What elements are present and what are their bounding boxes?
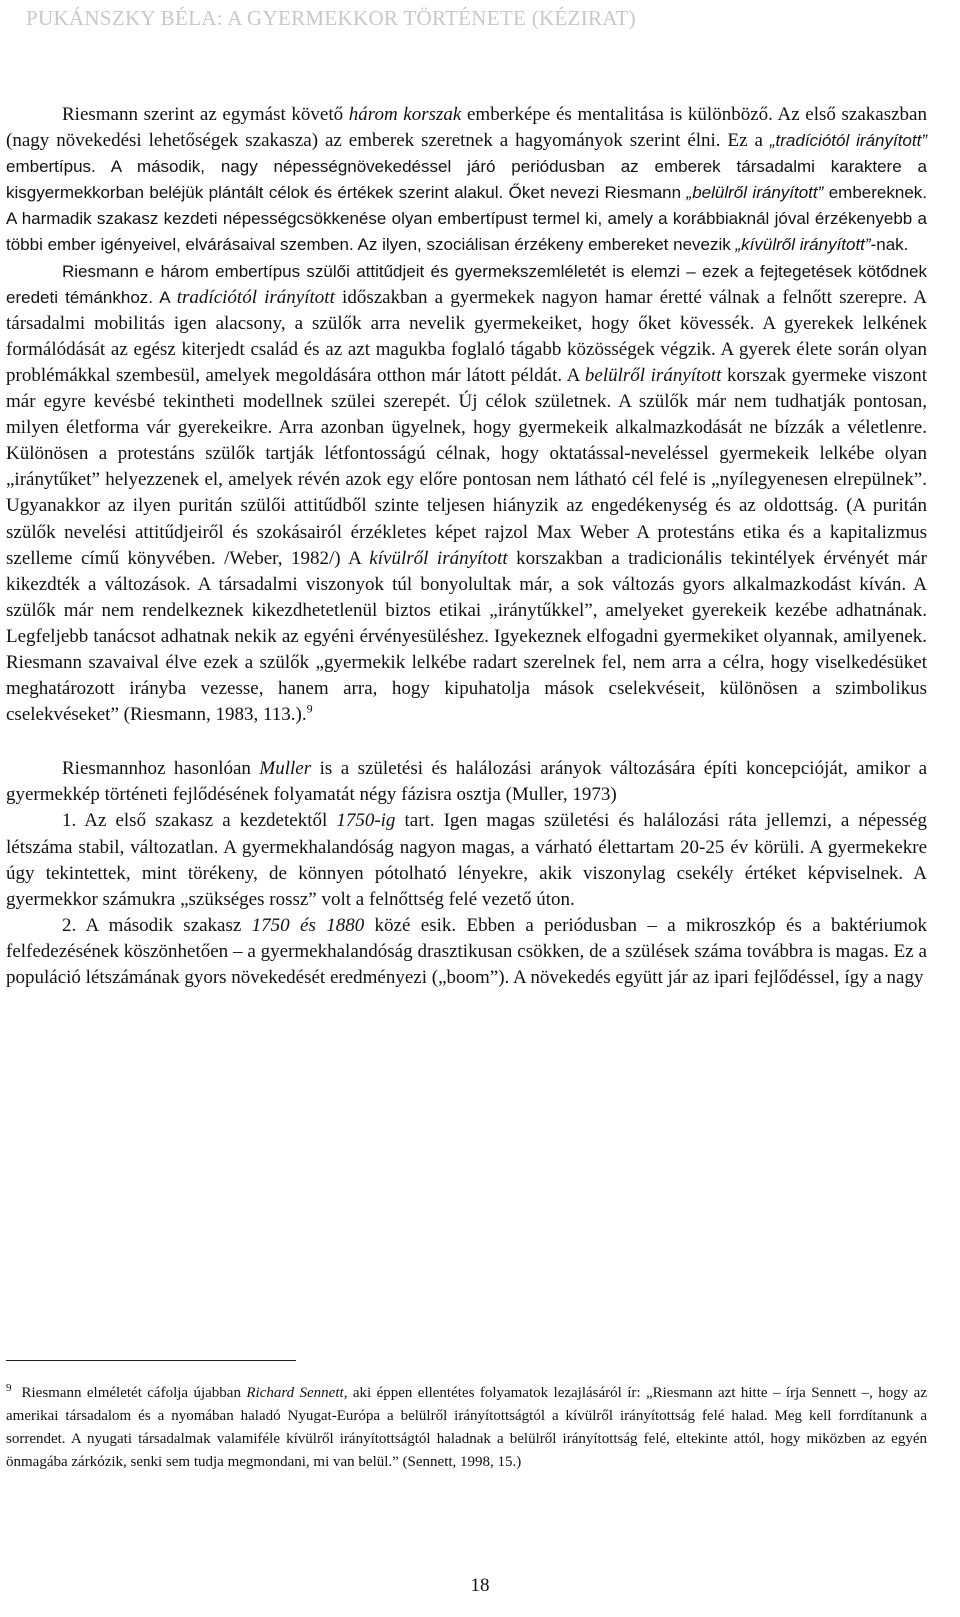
footnote-number: 9 [6,1382,12,1394]
emphasis-text: három korszak [348,104,462,125]
footnote [6,1382,927,1474]
text-run: közé esik. Ebben a periódusban – a mikroszkóp és a baktériumok felfedezésének köszönhetően – a gyermekhalandóság drasztikusan csökken, de a szülések száma továbbra is magas. Ez a populáció létszámának gyors növekedését eredményezi („boom”). A növekedés együtt jár az ipari fejlődéssel, így a nagy [6,914,928,988]
paragraph [6,808,927,912]
text-run: Riesmann e három embertípus szülői attitűdjeit és gyermekszemléletét is elemzi – ezek a fejtegetések kötődnek eredeti témánkhoz. A [6,261,927,307]
paragraph [6,102,927,259]
text-run: korszak gyermeke viszont már egyre kevésbé tekintheti modellnek szülei szerepét. Új célok születnek. A szülők már nem tudhatják pontosan, milyen életforma vár gyerekeikre. Arra azonban ügyelnek, hogy gyermekeik alkalmazkodását ne bízzák a véletlenre. Különösen a protestáns szülők tartják létfontosságú célnak, hogy oktatással-neveléssel gyermekeik lelkébe olyan „iránytűket” helyezzenek el, amelyek révén azok egy előre pontosan nem látható cél felé is „nyílegyenesen elrepülnek”. Ugyanakkor az ilyen puritán szülői attitűdből szinte teljesen hiányzik az engedékenység és az oldottság. (A puritán szülők nevelési attitűdjeiről és szokásairól érzékletes képet rajzol Max Weber A protestáns etika és a kapitalizmus szelleme című könyvében. /Weber, 1982/) A [6,364,927,569]
text-run: tart. Igen magas születési és halálozási ráta jellemzi, a népesség létszáma stabil, változatlan. A gyermekhalandóság nagyon magas, a várható élettartam 20-25 év körüli. A gyermekekre úgy tekintettek, mint törékeny, de könnyen pótolható lényekre, akik viszonylag csekély értéket képviselnek. A gyermekkor számukra „szükséges rossz” volt a felnőttség felé vezető úton. [6,810,927,910]
text-run: A második, nagy népességnövekedéssel járó periódusban az emberek társadalmi karaktere a kisgyermekkorban beléjük plántált célok és értékek szerint alakul. Őket nevezi Riesmann [6,157,927,203]
text-run: korszakban a tradicionális tekintélyek érvényét már kikezdték a változások. A társadalmi viszonyok túl bonyolultak már, a sok változás gyors alkalmazkodást kíván. A szülők már nem rendelkeznek kikezdhetetlenül biztos etikai „iránytűkkel”, amelyeket gyerekeik kezébe adhatnának. Legfeljebb tanácsot adhatnak nekik az egyéni érvényesüléshez. Igyekeznek elfogadni gyermekiket olyannak, amilyenek. Riesmann szavaival élve ezek a szülők „gyermekik lelkébe radart szerelnek fel, nem arra a célra, hogy viselkedésüket meghatározott irányba vezesse, hanem arra, hogy kipuhatolja mások cselekvéseit, különösen a szimbolikus cselekvéseket” (Riesmann, 1983, 113.). [6,547,927,726]
running-header: PUKÁNSZKY BÉLA: A GYERMEKKOR TÖRTÉNETE (KÉZIRAT) [26,6,636,30]
text-run: 1. Az első szakasz a kezdetektől [62,810,337,832]
emphasis-text: 1750 és 1880 [251,914,365,936]
text-run: Riesmann elméletét cáfolja újabban [21,1385,247,1401]
paragraph [6,756,927,808]
body-text [6,102,927,991]
text-run: időszakban a gyermekek nagyon hamar éretté válnak a felnőtt szerepre. A társadalmi mobilitás igen alacsony, a szülők arra nevelik gyermekeiket, hogy őket kövessék. A gyerekek lelkének formálódását az egész kiterjedt család és az azt magukba foglaló tágabb közösségek végzik. A gyerek élete során olyan problémákkal szembesül, amelyek megoldására otthon már látott példát. A [6,286,927,386]
text-run: Riesmannhoz hasonlóan [62,758,260,780]
emphasis-text: Muller [259,758,312,780]
text-run: -nak. [870,235,909,255]
emphasis-text: kívülről irányított [369,547,508,569]
page-number: 18 [470,1575,490,1596]
text-run: emberképe és mentalitása is különböző. Az első szakaszban (nagy növekedési lehetőségek szakasza) az emberek szeretnek a hagyományok szerint élni. Ez a [6,104,927,152]
emphasis-text: 1750-ig [336,810,396,832]
emphasis-text: „tradíciótól irányított” [769,131,927,151]
text-run: , aki éppen ellentétes folyamatok lezajlásáról ír: „Riesmann azt hitte – írja Sennett –, hogy az amerikai társadalom és a nyomában haladó Nyugat-Európa a belülről irányítottságtól a kívülről irányítottság felé halad. Meg kell forrdítanunk a sorrendet. A nyugati társadalmak valamiféle kívülről irányítottságtól haladnak a belülről irányítottság felé, eltekinte attól, hogy miközben az egyén önmagába zárkózik, senki sem tudja megmondani, mi van belül.” (Sennett, 1998, 15.) [6,1385,928,1470]
emphasis-text: „belülről irányított” [686,183,824,203]
emphasis-text: Richard Sennett [246,1385,344,1401]
emphasis-text: belülről irányított [584,364,722,386]
text-run: embereknek. A harmadik szakasz kezdeti népességcsökkenése olyan embertípust termel ki, amely a korábbiaknál jóval érzékenyebb a többi ember igényeivel, elvárásaival szemben. Az ilyen, szociálisan érzékeny embereket nevezik [6,183,927,255]
footnote-text [6,1385,927,1470]
text-run: Riesmann szerint az egymást követő [62,104,349,125]
emphasis-text: „kívülről irányított” [735,235,871,255]
paragraph [6,259,927,729]
text-run: embertípus. [6,157,111,177]
footnote-reference: 9 [306,701,313,716]
footnote-separator [6,1360,296,1361]
text-run: is a születési és halálozási arányok változására építi koncepcióját, amikor a gyermekkép történeti fejlődésének folyamatát négy fázisra osztja (Muller, 1973) [6,758,927,806]
emphasis-text: tradíciótól irányított [176,286,335,308]
paragraph [6,913,927,991]
text-run: 2. A második szakasz [62,914,252,936]
